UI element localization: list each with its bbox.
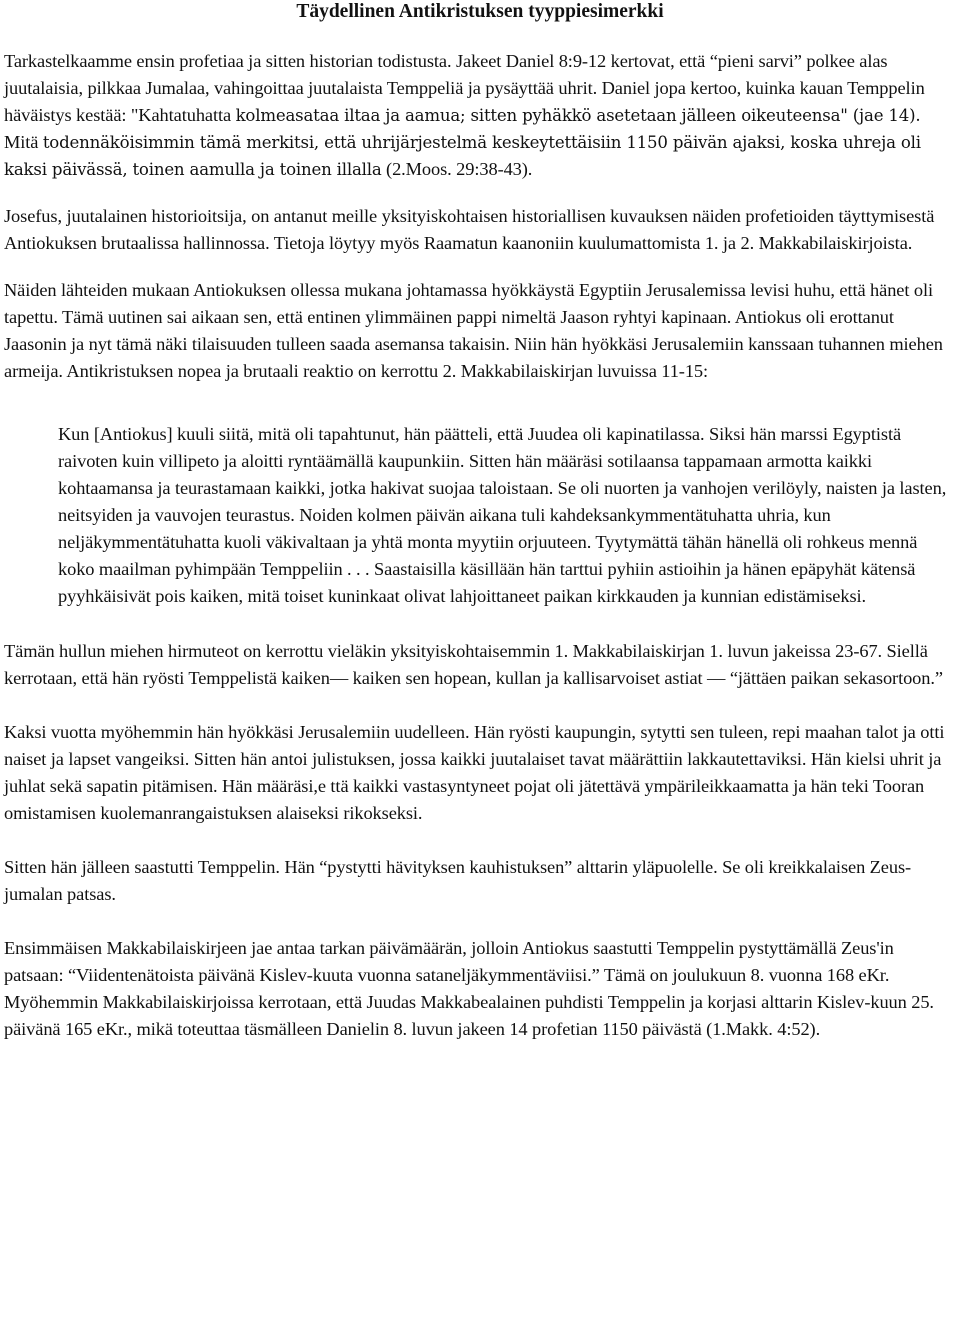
paragraph-desecration: Sitten hän jälleen saastutti Temppelin. Hän “pystytti hävityksen kauhistuksen” alttarin yläpuolelle. Se oli kreikkalaisen Zeus-jumalan patsas. — [4, 857, 912, 904]
document-title: Täydellinen Antikristuksen tyyppiesimerkki — [296, 1, 664, 22]
paragraph-prophecy-text-b: kolmeasataa iltaa ja aamua; sitten pyhäkkö asetetaan jälleen oikeuteensa" (jae 14). — [235, 106, 921, 125]
block-quote: Kun [Antiokus] kuuli siitä, mitä oli tapahtunut, hän päätteli, että Juudea oli kapinatilassa. Siksi hän marssi Egyptistä raivoten kuin villipeto ja aloitti ryntäämällä kaupunkiin. Sitten hän määräsi sotilaansa tappamaan armotta kaikki kohtaamansa ja teurastamaan kaikki, jotka hakivat suojaa taloistaan. Se oli nuorten ja vanhojen verilöyly, naisten ja lasten, neitsyiden ja vauvojen teurastus. Noiden kolmen päivän aikana tuli kahdeksankymmentätuhatta uhria, kun neljäkymmentätuhatta kuoli väkivaltaan ja yhtä monta myytiin orjuuteen. Tyytymättä tähän hänellä oli rohkeus mennä koko maailman pyhimpään Temppeliin . . . Saastaisilla käsillään hän tarttui pyhiin astioihin ja hänen epäpyhät kätensä pyyhkäisivät pois kaiken, mitä toiset kuninkaat olivat lahjoittaneet paikan kirkkauden ja kunnian edistämiseksi. — [58, 424, 947, 606]
paragraph-atrocities: Tämän hullun miehen hirmuteot on kerrottu vieläkin yksityiskohtaisemmin 1. Makkabilaiskirjan 1. luvun jakeissa 23-67. Siellä kerrotaan, että hän ryösti Temppelistä kaiken— kaiken sen hopean, kullan ja kallisarvoiset astiat — “jättäen paikan sekasortoon.” — [4, 641, 943, 688]
paragraph-josephus: Josefus, juutalainen historioitsija, on antanut meille yksityiskohtaisen historiallisen kuvauksen näiden profetioiden täyttymisestä Antiokuksen brutaalissa hallinnossa. Tietoja löytyy myös Raamatun kaanoniin kuulumattomista 1. ja 2. Makkabilaiskirjoista. — [4, 206, 935, 253]
paragraph-date: Ensimmäisen Makkabilaiskirjeen jae antaa tarkan päivämäärän, jolloin Antiokus saastutti Temppelin pystyttämällä Zeus'in patsaan: “Viidentenätoista päivänä Kislev-kuuta vuonna sataneljäkymmentäviisi.” Tämä on joulukuun 8. vuonna 168 eKr. Myöhemmin Makkabilaiskirjoissa kerrotaan, että Juudas Makkabealainen puhdisti Temppelin ja korjasi alttarin Kislev-kuun 25. päivänä 165 eKr., mikä toteuttaa täsmälleen Danielin 8. luvun jakeen 14 profetian 1150 päivästä (1.Makk. 4:52). — [4, 938, 934, 1039]
paragraph-prophecy-text-c: Mitä — [4, 132, 43, 152]
paragraph-prophecy-text-e: (2.Moos. 29:38-43). — [381, 159, 533, 179]
paragraph-prophecy-text-a: Tarkastelkaamme ensin profetiaa ja sitten historian todistusta. Jakeet Daniel 8:9-12 kertovat, että “pieni sarvi” polkee alas juutalaisia, pilkkaa Jumalaa, vahingoittaa juutalaista Temppeliä ja pysäyttää uhrit. Daniel jopa kertoo, kuinka kauan Temppelin häväistys kestää: "Kahtatuhatta — [4, 51, 925, 125]
paragraph-prophecy — [4, 48, 956, 183]
document-page — [4, 0, 956, 1043]
paragraph-sources: Näiden lähteiden mukaan Antiokuksen ollessa mukana johtamassa hyökkäystä Egyptiin Jerusalemissa levisi huhu, että hänet oli tapettu. Tämä uutinen sai aikaan sen, että entinen ylimmäinen pappi nimeltä Jaason ryhtyi kapinaan. Antiokus oli erottanut Jaasonin ja nyt tämä näki tilaisuuden tulleen saada asemansa takaisin. Niin hän hyökkäsi Jerusalemiin kanssaan tuhannen miehen armeija. Antikristuksen nopea ja brutaali reaktio on kerrottu 2. Makkabilaiskirjan luvuissa 11-15: — [4, 280, 943, 381]
paragraph-two-years-later: Kaksi vuotta myöhemmin hän hyökkäsi Jerusalemiin uudelleen. Hän ryösti kaupungin, sytytti sen tuleen, repi maahan talot ja otti naiset ja lapset vangeiksi. Sitten hän antoi julistuksen, jossa kaikki juutalaiset tavat määrättiin lakkautettaviksi. Hän kielsi uhrit ja juhlat sekä sapatin pitämisen. Hän määräsi,e ttä kaikki vastasyntyneet pojat oli jätettävä ympärileikkaamatta ja hän teki Tooran omistamisen kuolemanrangaistuksen alaiseksi rikokseksi. — [4, 722, 945, 823]
paragraph-prophecy-text-d: todennäköisimmin tämä merkitsi, että uhrijärjestelmä keskeytettäisiin 1150 päivän ajaksi, koska uhreja oli kaksi päivässä, toinen aamulla ja toinen illalla — [4, 133, 921, 179]
